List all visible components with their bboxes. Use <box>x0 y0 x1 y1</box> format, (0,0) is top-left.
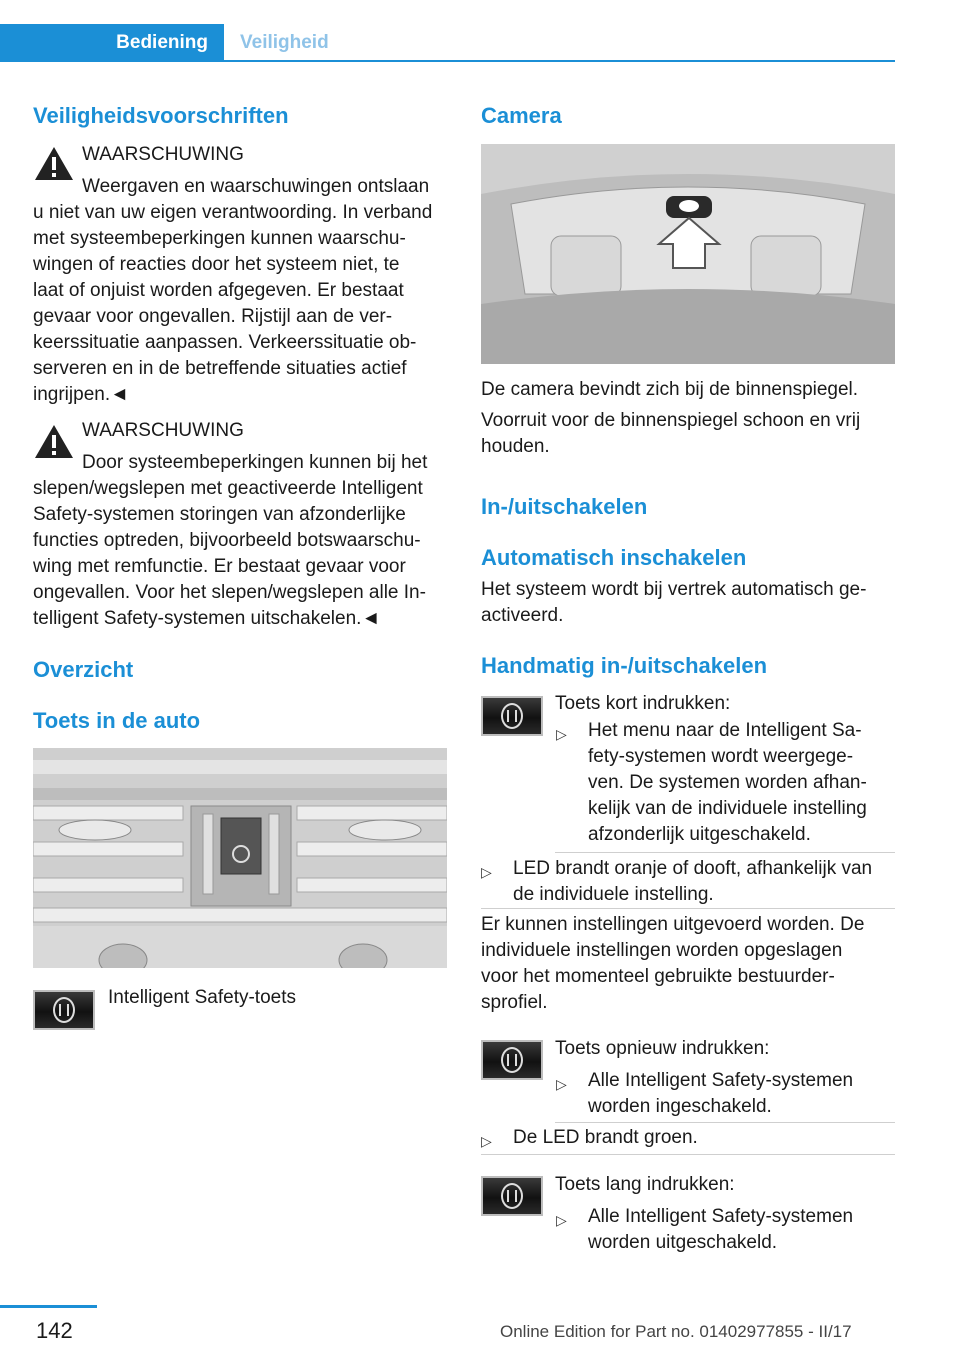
warning2-label: WAARSCHUWING <box>82 420 244 441</box>
divider <box>481 1154 895 1155</box>
settings-text: Er kunnen instellingen uitgevoerd worden. De individuele instellingen worden opgeslagen voor het momenteel gebruikte bestuurder- sprofiel. <box>481 914 865 1013</box>
safety-title: Veiligheidsvoorschriften <box>33 103 289 128</box>
button-caption: Intelligent Safety-toets <box>108 987 296 1008</box>
camera-text2: Voorruit voor de binnenspiegel schoon en vrij houden. <box>481 410 861 457</box>
intelligent-safety-button-icon <box>33 990 95 1030</box>
bullet-triangle-icon: ▷ <box>481 864 492 880</box>
page-number: 142 <box>36 1318 73 1343</box>
warning2-line1: Door systeembeperkingen kunnen bij het <box>82 452 428 473</box>
auto-title: Automatisch inschakelen <box>481 545 747 570</box>
camera-title: Camera <box>481 103 562 128</box>
bullet-triangle-icon: ▷ <box>481 1133 492 1149</box>
edition-footer: Online Edition for Part no. 01402977855 - II/17 <box>500 1322 852 1341</box>
divider <box>481 908 895 909</box>
short-press-label: Toets kort indrukken: <box>555 693 731 714</box>
again-bullet-1: Alle Intelligent Safety-systemen worden ingeschakeld. <box>588 1070 854 1117</box>
again-bullet-2: De LED brandt groen. <box>513 1127 698 1148</box>
short-bullet-1: Het menu naar de Intelligent Sa- fety-systemen wordt weergege- ven. De systemen worden afhan- kelijk van de individuele instelling afzonderlijk uitgeschakeld. <box>588 720 867 845</box>
button-section-title: Toets in de auto <box>33 708 201 733</box>
divider <box>555 1122 895 1123</box>
short-bullet-2: LED brandt oranje of dooft, afhankelijk van de individuele instelling. <box>513 858 873 905</box>
warning1-label: WAARSCHUWING <box>82 144 244 165</box>
warning1-line1: Weergaven en waarschuwingen ontslaan <box>82 176 430 197</box>
warning1-body: u niet van uw eigen verantwoording. In verband met systeembeperkingen kunnen waarschu- wingen of reacties door het systeem niet, te laat of onjuist worden afgegeven. Er bestaat gevaar voor ongevallen. Rijstijl aan de ver- keerssituatie aanpassen. Verkeerssituatie ob- serveren en in de betreffende situaties actief ingrijpen.◄ <box>33 202 433 405</box>
onoff-title: In-/uitschakelen <box>481 494 648 519</box>
page-number-rule <box>0 1305 97 1308</box>
bullet-triangle-icon: ▷ <box>556 726 567 742</box>
overview-title: Overzicht <box>33 657 134 682</box>
tab-bediening[interactable]: Bediening <box>0 24 224 62</box>
warning-icon <box>33 144 75 182</box>
header-rule <box>224 60 895 62</box>
manual-title: Handmatig in-/uitschakelen <box>481 653 768 678</box>
camera-location-illustration <box>481 144 895 364</box>
dashboard-button-illustration <box>33 748 447 968</box>
intelligent-safety-button-icon <box>481 696 543 736</box>
long-press-label: Toets lang indrukken: <box>555 1174 735 1195</box>
warning2-body: slepen/wegslepen met geactiveerde Intelligent Safety-systemen storingen van afzonderlijke functies optreden, bijvoorbeeld botswaarschu- wing met remfunctie. Er bestaat gevaar voor ongevallen. Voor het slepen/wegslepen alle In- telligent Safety-systemen uitschakelen.◄ <box>33 478 426 629</box>
again-press-label: Toets opnieuw indrukken: <box>555 1038 770 1059</box>
bullet-triangle-icon: ▷ <box>556 1076 567 1092</box>
warning-icon <box>33 422 75 460</box>
divider <box>555 852 895 853</box>
tab-veiligheid[interactable]: Veiligheid <box>240 32 329 53</box>
intelligent-safety-button-icon <box>481 1040 543 1080</box>
intelligent-safety-button-icon <box>481 1176 543 1216</box>
long-bullet-1: Alle Intelligent Safety-systemen worden uitgeschakeld. <box>588 1206 854 1253</box>
bullet-triangle-icon: ▷ <box>556 1212 567 1228</box>
auto-text: Het systeem wordt bij vertrek automatisch ge- activeerd. <box>481 579 867 626</box>
camera-text1: De camera bevindt zich bij de binnenspiegel. <box>481 379 859 400</box>
